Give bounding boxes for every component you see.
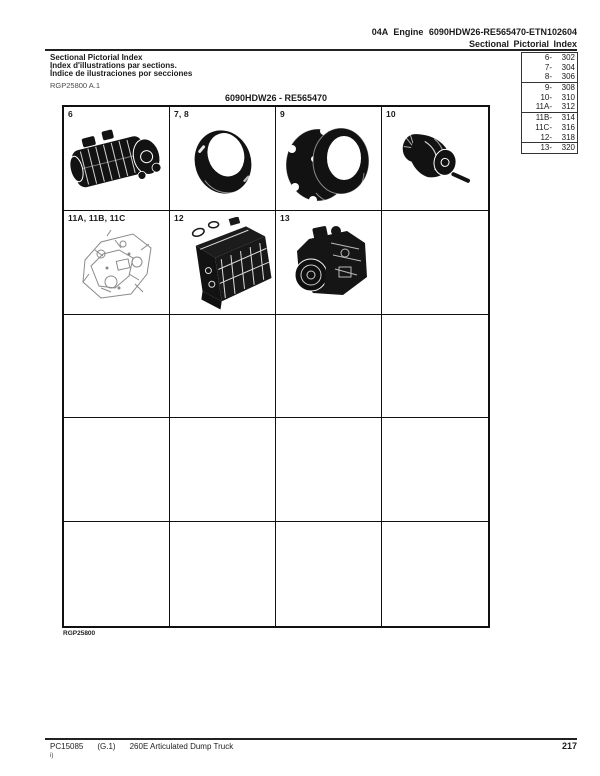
footer-model: 260E Articulated Dump Truck: [129, 742, 234, 751]
grid-cell-empty: [64, 315, 170, 419]
figure-title: 6090HDW26 - RE565470: [224, 93, 328, 103]
grid-cell-empty: [276, 522, 382, 626]
grid-cell-7-8[interactable]: [170, 107, 276, 211]
grid-cell-empty: [276, 315, 382, 419]
index-row[interactable]: 6- 302: [544, 53, 575, 62]
grid-cell-empty: [382, 315, 488, 419]
index-row[interactable]: 12- 318: [522, 133, 577, 144]
cylinder-liner-illustration: [170, 107, 275, 210]
cell-label: 11A, 11B, 11C: [68, 212, 126, 223]
grid-cell-empty: [170, 522, 276, 626]
damper-pulley-illustration: [276, 107, 381, 210]
index-row[interactable]: 7- 304: [544, 62, 575, 72]
grid-cell-empty: [382, 522, 488, 626]
grid-cell-empty: [276, 418, 382, 522]
engine-long-block-illustration: [170, 211, 275, 314]
grid-cell-empty: [64, 418, 170, 522]
intro-title-es: Índice de ilustraciones por secciones: [50, 69, 193, 79]
complete-engine-illustration: [276, 211, 381, 314]
header-index-title: Sectional Pictorial Index: [468, 39, 577, 49]
cell-label: 6: [68, 109, 73, 119]
grid-cell-11[interactable]: [64, 211, 170, 315]
section-page-index-table: [521, 52, 578, 154]
grid-cell-empty: [170, 315, 276, 419]
footer-note: i): [50, 753, 54, 759]
intro-block: [50, 54, 192, 79]
index-row[interactable]: 11A- 312: [522, 102, 577, 113]
grid-cell-9[interactable]: [276, 107, 382, 211]
footer-doc-code: PC15085: [50, 742, 84, 751]
index-row[interactable]: 8- 306: [522, 72, 577, 83]
engine-block-line-art-illustration: [64, 211, 169, 314]
header-rule: [45, 49, 577, 51]
grid-cell-empty: [170, 418, 276, 522]
index-row[interactable]: 11B- 314: [535, 113, 575, 123]
cell-label: 13: [280, 212, 290, 223]
grid-cell-12[interactable]: [170, 211, 276, 315]
cylinder-block-illustration: [64, 107, 169, 210]
water-pump-illustration: [382, 107, 488, 210]
cell-label: 12: [174, 212, 184, 223]
footer-revision: (G.1): [97, 742, 116, 751]
index-row[interactable]: 10- 310: [540, 92, 575, 102]
grid-cell-empty: [382, 418, 488, 522]
intro-title-en: Sectional Pictorial Index: [50, 53, 143, 62]
intro-reference: RGP25800 A.1: [50, 81, 101, 90]
cell-label: 7, 8: [174, 109, 189, 119]
grid-cell-13[interactable]: [276, 211, 382, 315]
index-row[interactable]: 9- 308: [544, 83, 575, 93]
grid-cell-empty: [64, 522, 170, 626]
grid-cell-6[interactable]: [64, 107, 170, 211]
cell-label: 10: [386, 109, 396, 119]
footer-page-number: 217: [561, 741, 577, 751]
intro-title-fr: Index d'illustrations par sections.: [50, 61, 177, 71]
pictorial-index-grid: [62, 105, 490, 628]
header-section-title: 04A Engine 6090HDW26-RE565470-ETN102604: [371, 27, 577, 37]
footer-text: [50, 742, 233, 751]
footer-rule: [45, 738, 577, 740]
grid-cell-10[interactable]: [382, 107, 488, 211]
figure-reference: RGP25800: [63, 630, 96, 637]
cell-label: 9: [280, 109, 285, 119]
index-row[interactable]: 13- 320: [540, 143, 575, 153]
grid-cell-empty: [382, 211, 488, 315]
index-row[interactable]: 11C- 316: [535, 122, 575, 132]
